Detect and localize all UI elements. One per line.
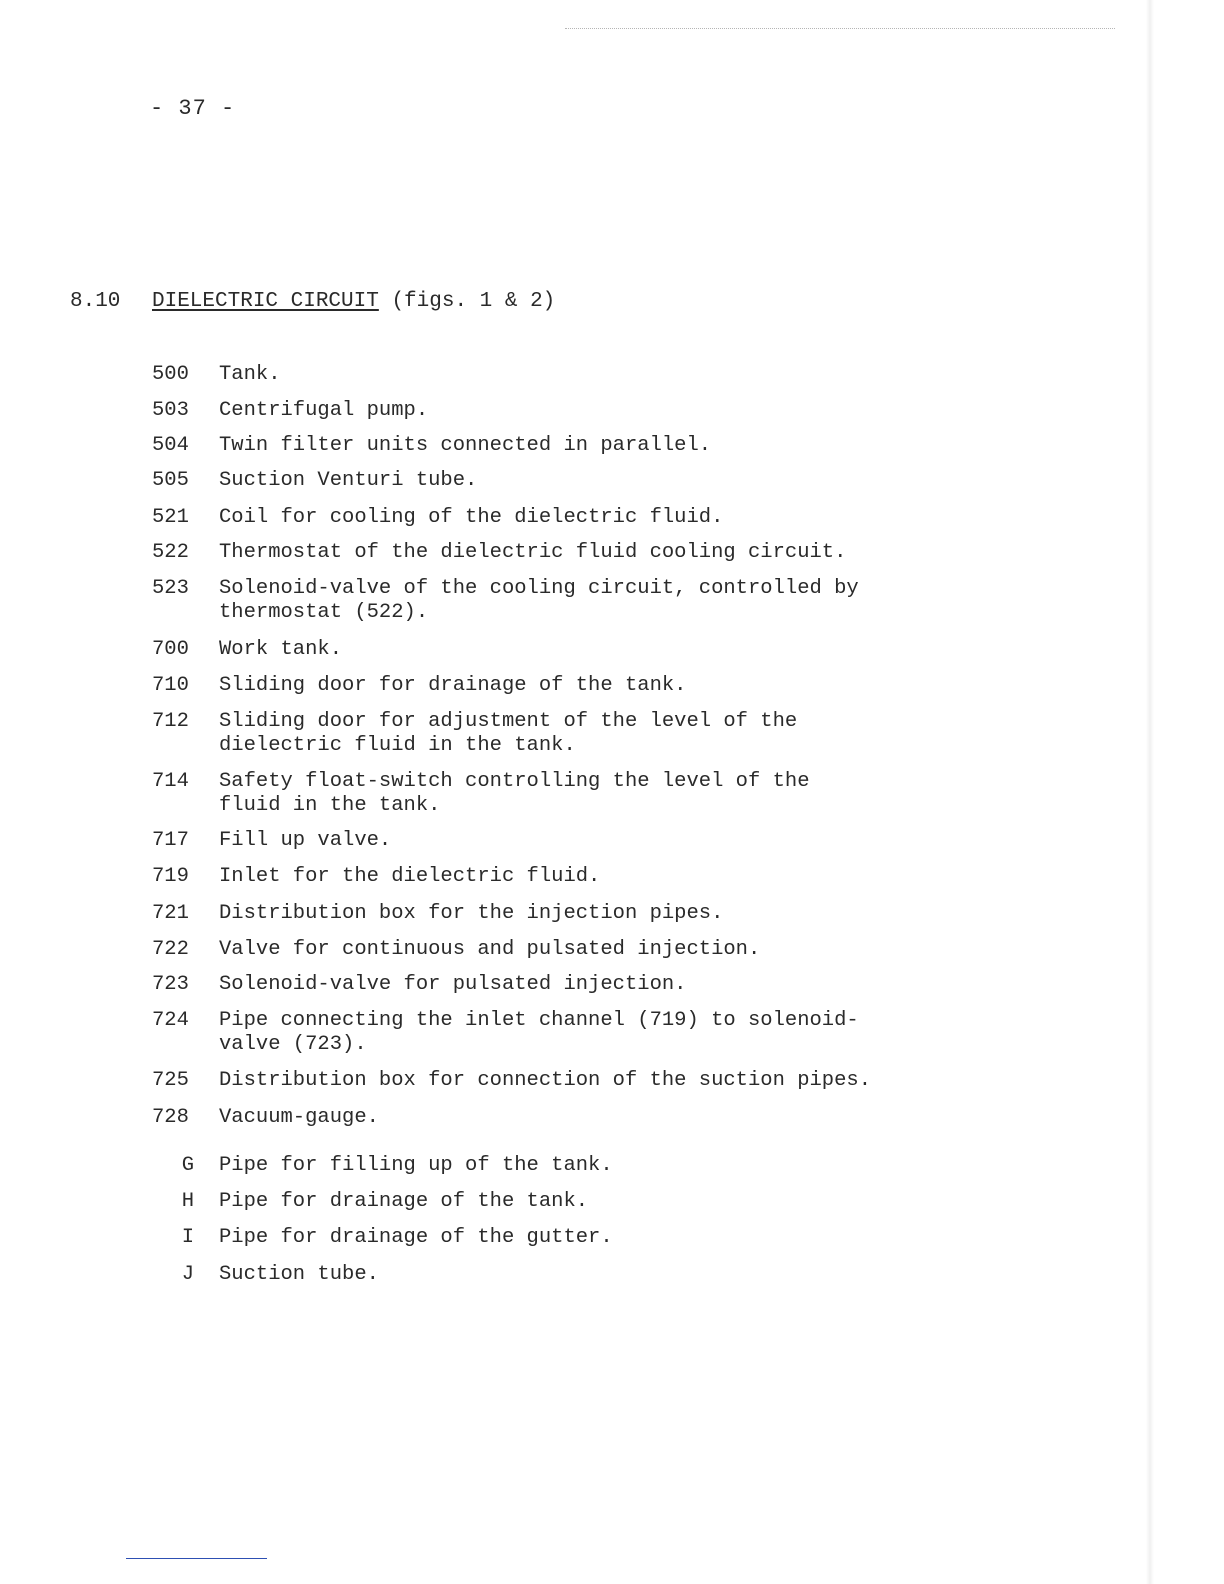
item-code: 714 xyxy=(152,770,189,793)
item-description: Sliding door for drainage of the tank. xyxy=(219,674,687,697)
item-description: Inlet for the dielectric fluid. xyxy=(219,865,601,888)
item-code: 521 xyxy=(152,506,189,529)
item-code: 719 xyxy=(152,865,189,888)
section-heading xyxy=(70,290,555,313)
page-number: - 37 - xyxy=(150,96,236,121)
item-description: Distribution box for the injection pipes. xyxy=(219,902,724,925)
item-description: Safety float-switch controlling the level of the fluid in the tank. xyxy=(219,770,810,817)
section-figure-reference: (figs. 1 & 2) xyxy=(391,290,556,313)
item-description: Pipe connecting the inlet channel (719) to solenoid- valve (723). xyxy=(219,1009,859,1056)
item-code: 500 xyxy=(152,363,189,386)
item-code: 721 xyxy=(152,902,189,925)
item-code: 710 xyxy=(152,674,189,697)
item-code: 700 xyxy=(152,638,189,661)
item-code: 728 xyxy=(152,1106,189,1129)
item-code: I xyxy=(181,1226,194,1249)
item-description: Suction tube. xyxy=(219,1263,379,1286)
item-description: Fill up valve. xyxy=(219,829,392,852)
scan-artifact-line xyxy=(565,28,1115,29)
item-code: 523 xyxy=(152,577,189,600)
item-code: 522 xyxy=(152,541,189,564)
item-description: Twin filter units connected in parallel. xyxy=(219,434,712,457)
item-code: 503 xyxy=(152,399,189,422)
item-description: Thermostat of the dielectric fluid cooling circuit. xyxy=(219,541,847,564)
item-code: 722 xyxy=(152,938,189,961)
item-description: Distribution box for connection of the suction pipes. xyxy=(219,1069,872,1092)
page-edge-shadow xyxy=(1146,0,1154,1584)
item-code: 505 xyxy=(152,469,189,492)
item-description: Solenoid-valve for pulsated injection. xyxy=(219,973,687,996)
item-description: Valve for continuous and pulsated injection. xyxy=(219,938,761,961)
item-description: Work tank. xyxy=(219,638,343,661)
item-code: J xyxy=(181,1263,194,1286)
item-code: 717 xyxy=(152,829,189,852)
item-code: 724 xyxy=(152,1009,189,1032)
item-description: Vacuum-gauge. xyxy=(219,1106,379,1129)
item-code: G xyxy=(181,1154,194,1177)
item-code: 712 xyxy=(152,710,189,733)
item-description: Pipe for drainage of the tank. xyxy=(219,1190,589,1213)
item-description: Suction Venturi tube. xyxy=(219,469,478,492)
item-description: Pipe for drainage of the gutter. xyxy=(219,1226,613,1249)
item-code: 725 xyxy=(152,1069,189,1092)
item-description: Centrifugal pump. xyxy=(219,399,429,422)
section-title: DIELECTRIC CIRCUIT xyxy=(152,290,379,313)
item-description: Coil for cooling of the dielectric fluid. xyxy=(219,506,724,529)
item-description: Pipe for filling up of the tank. xyxy=(219,1154,613,1177)
item-code: H xyxy=(181,1190,194,1213)
item-description: Solenoid-valve of the cooling circuit, controlled by thermostat (522). xyxy=(219,577,859,624)
item-description: Tank. xyxy=(219,363,281,386)
section-number: 8.10 xyxy=(70,290,121,313)
item-description: Sliding door for adjustment of the level of the dielectric fluid in the tank. xyxy=(219,710,798,757)
item-code: 504 xyxy=(152,434,189,457)
footer-rule xyxy=(126,1558,267,1559)
item-code: 723 xyxy=(152,973,189,996)
